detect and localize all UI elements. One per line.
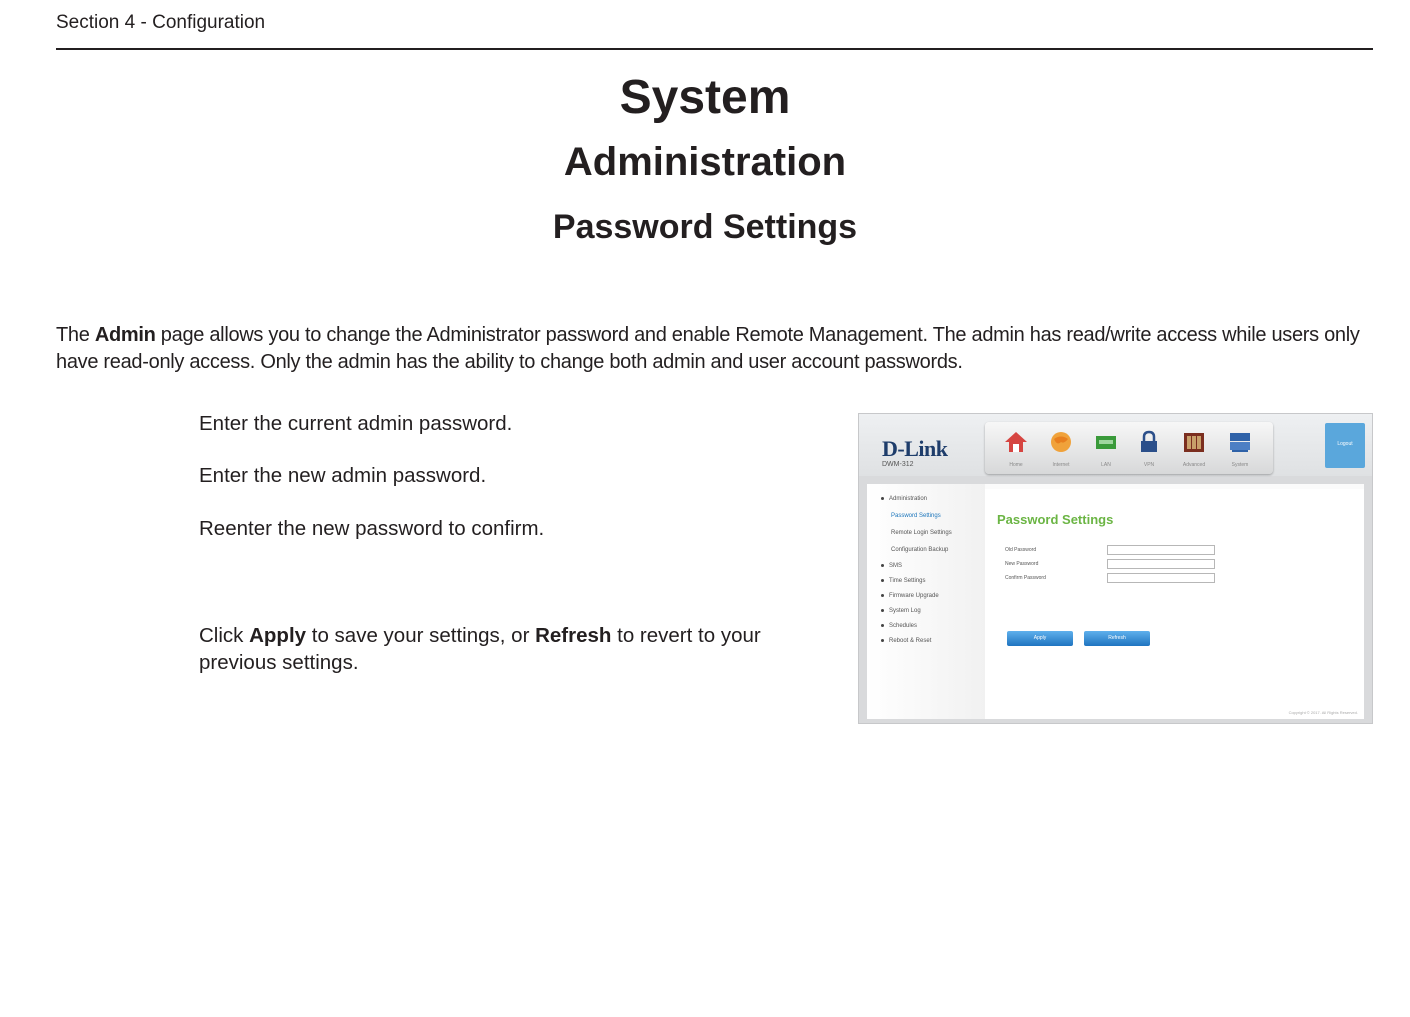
advanced-icon[interactable] xyxy=(1181,430,1207,454)
sidebar-item-label: Reboot & Reset xyxy=(889,638,932,644)
sidebar-item-time-settings[interactable] xyxy=(881,578,925,584)
nav-label-vpn: VPN xyxy=(1143,462,1155,468)
bullet-icon xyxy=(881,564,884,567)
nav-icon-bar xyxy=(985,422,1273,474)
router-sidebar xyxy=(867,484,985,719)
dlink-logo: D-Link xyxy=(882,436,948,461)
sidebar-item-password-settings[interactable] xyxy=(891,513,941,519)
globe-icon[interactable] xyxy=(1048,430,1074,454)
bullet-icon xyxy=(881,579,884,582)
copyright: Copyright © 2017. All Rights Reserved. xyxy=(1288,710,1358,715)
confirm-password-input[interactable] xyxy=(1107,573,1215,583)
nav-label-internet: Internet xyxy=(1052,462,1070,468)
form-label-new-password: New Password xyxy=(1005,561,1039,567)
refresh-bold: Refresh xyxy=(535,624,612,647)
nav-label-advanced: Advanced xyxy=(1182,462,1206,468)
panel-title: Password Settings xyxy=(997,512,1114,527)
bullet-icon xyxy=(881,624,884,627)
bullet-icon xyxy=(881,594,884,597)
home-icon[interactable] xyxy=(1003,430,1029,454)
sidebar-item-administration[interactable] xyxy=(881,496,927,502)
field-description: Enter the new admin password. xyxy=(199,464,487,487)
sidebar-item-label: SMS xyxy=(889,563,903,569)
router-content xyxy=(985,489,1364,719)
sidebar-item-label: Firmware Upgrade xyxy=(889,593,939,599)
old-password-input[interactable] xyxy=(1107,545,1215,555)
system-icon[interactable] xyxy=(1227,430,1253,454)
nav-label-lan: LAN xyxy=(1101,462,1111,468)
bullet-icon xyxy=(881,609,884,612)
page-subtitle: Administration xyxy=(563,140,847,184)
field-description: Reenter the new password to confirm. xyxy=(199,517,545,540)
sidebar-item-reboot-reset[interactable] xyxy=(881,638,931,644)
router-panel xyxy=(867,484,1364,719)
intro-prefix: The xyxy=(56,324,95,346)
form-label-confirm-password: Confirm Password xyxy=(1005,575,1046,581)
page-title: System xyxy=(619,71,791,124)
router-header xyxy=(859,414,1373,476)
model-label: DWM-312 xyxy=(882,461,914,468)
apply-bold: Apply xyxy=(249,624,307,647)
nav-label-system: System xyxy=(1231,462,1249,468)
sidebar-item-remote-login[interactable] xyxy=(891,530,952,536)
logout-button[interactable] xyxy=(1325,423,1365,468)
new-password-input[interactable] xyxy=(1107,559,1215,569)
intro-paragraph xyxy=(56,322,1386,376)
logout-label: Logout xyxy=(1337,441,1353,447)
intro-bold: Admin xyxy=(94,324,156,346)
section-title: Password Settings xyxy=(552,208,858,246)
click-note-text: to save your settings, or xyxy=(306,624,536,647)
sidebar-item-label: Configuration Backup xyxy=(891,547,949,553)
sidebar-item-label: Administration xyxy=(889,496,928,502)
click-note-text: to revert to your previous settings. xyxy=(199,624,761,674)
sidebar-item-firmware-upgrade[interactable] xyxy=(881,593,939,599)
header-rule xyxy=(56,48,1373,50)
refresh-button[interactable]: Refresh xyxy=(1084,631,1150,646)
lock-icon[interactable] xyxy=(1136,430,1162,454)
router-screenshot xyxy=(858,413,1373,724)
apply-button[interactable]: Apply xyxy=(1007,631,1073,646)
section-header: Section 4 - Configuration xyxy=(56,12,266,33)
bullet-icon xyxy=(881,639,884,642)
sidebar-item-label: Password Settings xyxy=(891,513,941,519)
sidebar-item-label: Time Settings xyxy=(889,578,926,584)
lan-icon[interactable] xyxy=(1093,430,1119,454)
sidebar-item-config-backup[interactable] xyxy=(891,547,948,553)
bullet-icon xyxy=(881,497,884,500)
field-description: Enter the current admin password. xyxy=(199,412,513,435)
click-note-text: Click xyxy=(199,624,250,647)
sidebar-item-label: System Log xyxy=(889,608,921,614)
form-label-old-password: Old Password xyxy=(1005,547,1037,553)
sidebar-item-system-log[interactable] xyxy=(881,608,921,614)
sidebar-item-label: Remote Login Settings xyxy=(891,530,952,536)
click-note xyxy=(199,622,799,676)
intro-text: page allows you to change the Administrator password and enable Remote Management. The admin has read/write access while users only have read-only access. Only the admin has the ability to change both admin and user account passwords. xyxy=(56,324,1360,373)
nav-label-home: Home xyxy=(1009,462,1023,468)
sidebar-item-label: Schedules xyxy=(889,623,918,629)
sidebar-item-schedules[interactable] xyxy=(881,623,917,629)
sidebar-item-sms[interactable] xyxy=(881,563,902,569)
